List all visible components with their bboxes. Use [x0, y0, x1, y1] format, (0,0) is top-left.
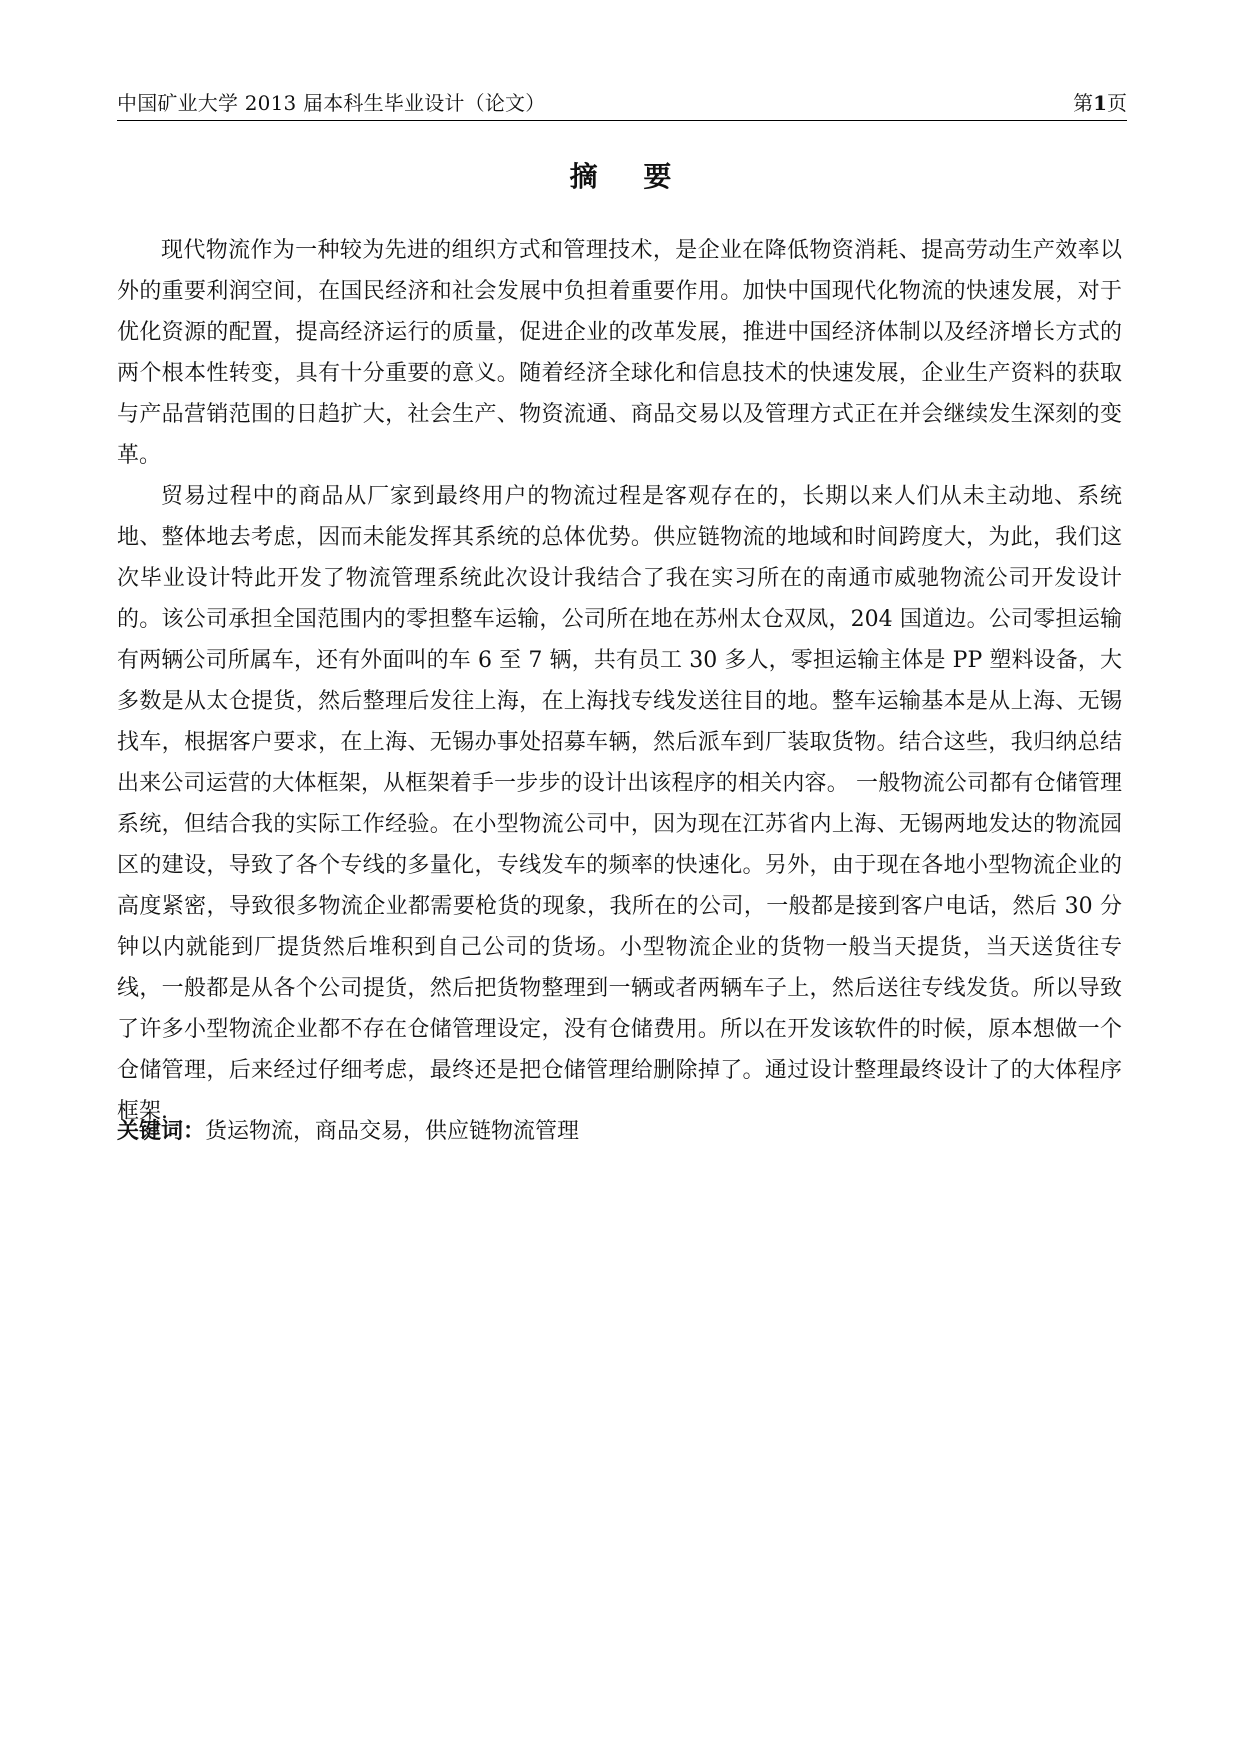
abstract-title: 摘 要 — [569, 160, 690, 193]
header-title: 中国矿业大学 2013 届本科生毕业设计（论文） — [117, 91, 546, 115]
page-header — [117, 86, 1127, 121]
keywords-label: 关键词： — [117, 1119, 206, 1144]
keywords-line — [117, 1111, 1122, 1152]
abstract-paragraph-1: 现代物流作为一种较为先进的组织方式和管理技术，是企业在降低物资消耗、提高劳动生产效率以外的重要利润空间，在国民经济和社会发展中负担着重要作用。加快中国现代化物流的快速发展，对于优化资源的配置，提高经济运行的质量，促进企业的改革发展，推进中国经济体制以及经济增长方式的两个根本性转变，具有十分重要的意义。随着经济全球化和信息技术的快速发展，企业生产资料的获取与产品营销范围的日趋扩大，社会生产、物资流通、商品交易以及管理方式正在并会继续发生深刻的变革。 — [117, 238, 1122, 468]
page-suffix: 页 — [1107, 91, 1127, 115]
abstract-paragraph-2: 贸易过程中的商品从厂家到最终用户的物流过程是客观存在的，长期以来人们从未主动地、系统地、整体地去考虑，因而未能发挥其系统的总体优势。供应链物流的地域和时间跨度大，为此，我们这次毕业设计特此开发了物流管理系统此次设计我结合了我在实习所在的南通市威驰物流公司开发设计的。该公司承担全国范围内的零担整车运输，公司所在地在苏州太仓双凤，204 国道边。公司零担运输有两辆公司所属车，还有外面叫的车 6 至 7 辆，共有员工 30 多人，零担运输主体是 PP 塑料设备，大多数是从太仓提货，然后整理后发往上海，在上海找专线发送往目的地。整车运输基本是从上海、无锡找车，根据客户要求，在上海、无锡办事处招募车辆，然后派车到厂装取货物。结合这些，我归纳总结出来公司运营的大体框架，从框架着手一步步的设计出该程序的相关内容。 一般物流公司都有仓储管理系统，但结合我的实际工作经验。在小型物流公司中，因为现在江苏省内上海、无锡两地发达的物流园区的建设，导致了各个专线的多量化，专线发车的频率的快速化。另外，由于现在各地小型物流企业的高度紧密，导致很多物流企业都需要枪货的现象，我所在的公司，一般都是接到客户电话，然后 30 分钟以内就能到厂提货然后堆积到自己公司的货场。小型物流企业的货物一般当天提货，当天送货往专线，一般都是从各个公司提货，然后把货物整理到一辆或者两辆车子上，然后送往专线发货。所以导致了许多小型物流企业都不存在仓储管理设定，没有仓储费用。所以在开发该软件的时候，原本想做一个仓储管理，后来经过仔细考虑，最终还是把仓储管理给删除掉了。通过设计整理最终设计了的大体程序框架. — [117, 484, 1122, 1124]
keywords-text: 货运物流，商品交易，供应链物流管理 — [205, 1119, 580, 1144]
page-number: 1 — [1093, 91, 1107, 115]
page-indicator — [1073, 86, 1127, 120]
abstract-body — [117, 230, 1122, 1132]
page-prefix: 第 — [1073, 91, 1094, 115]
